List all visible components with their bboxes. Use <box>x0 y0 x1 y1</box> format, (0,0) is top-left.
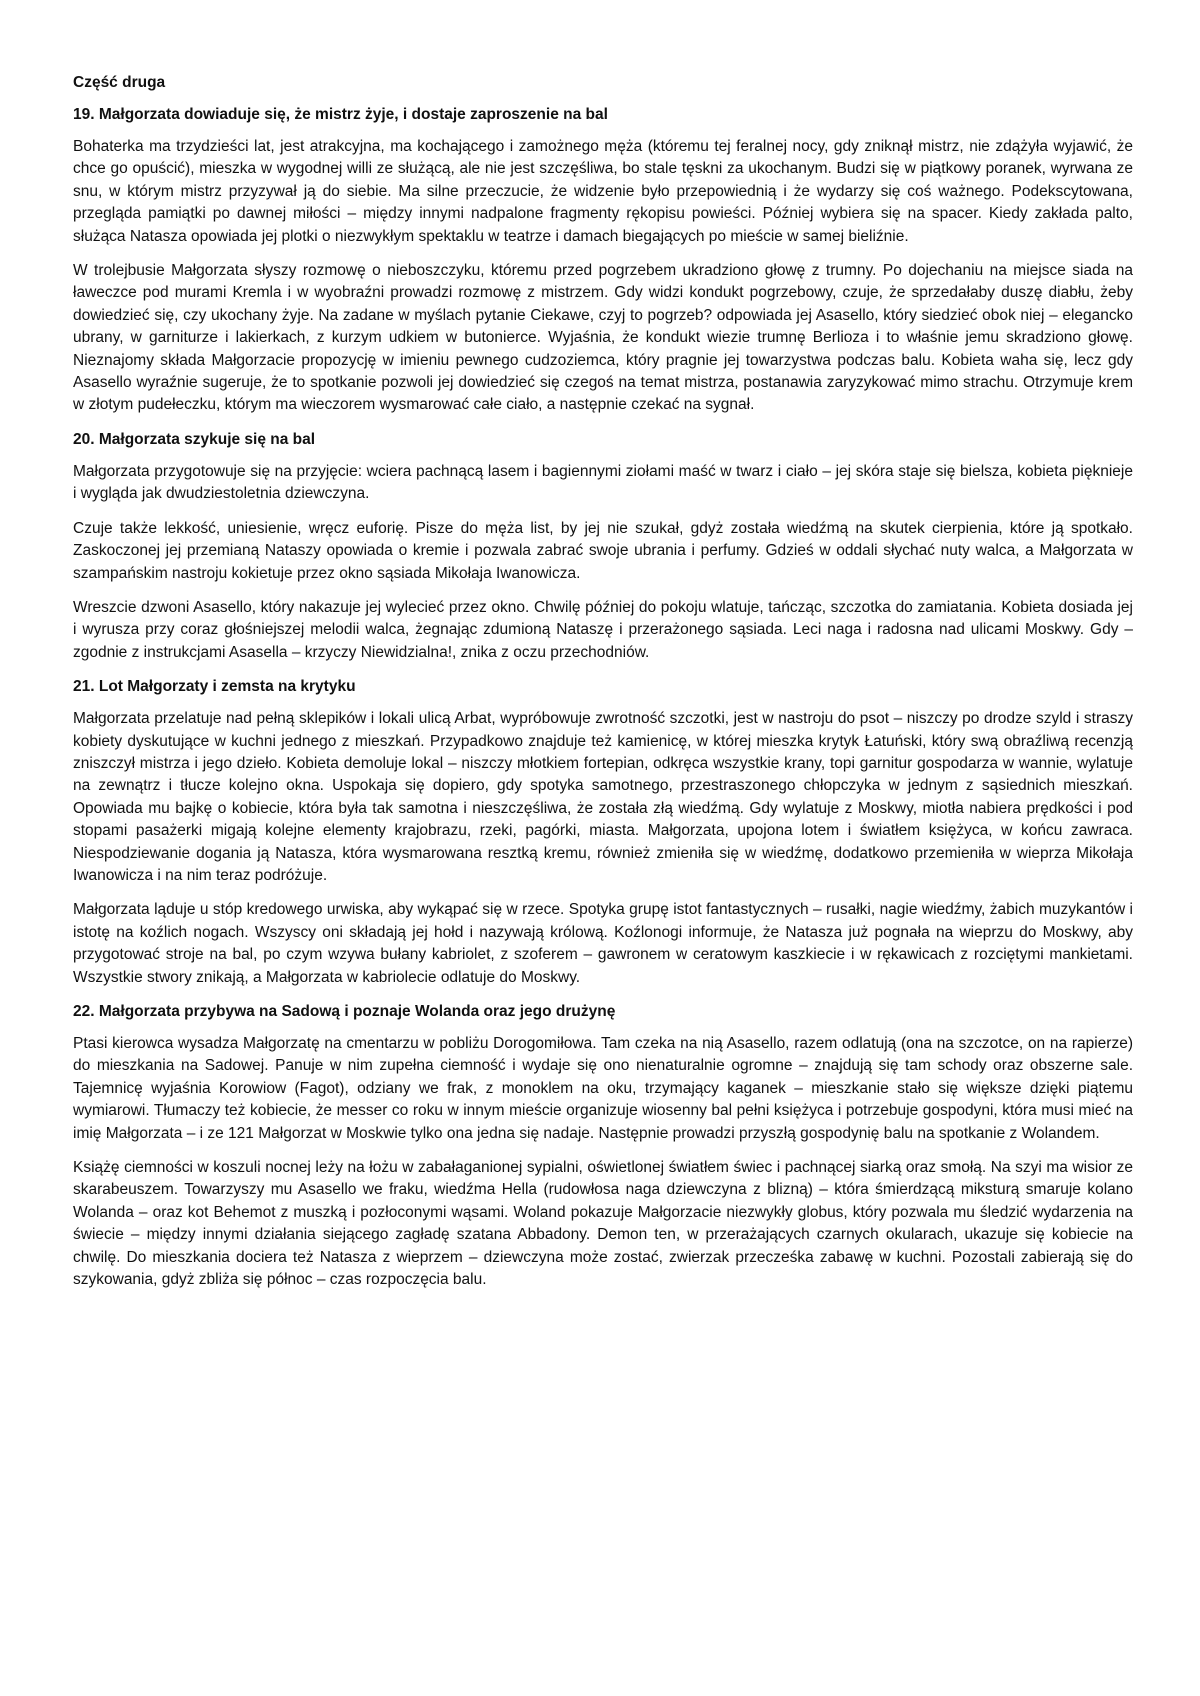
paragraph: Małgorzata przygotowuje się na przyjęcie: wciera pachnącą lasem i bagiennymi ziołami maść w twarz i ciało – jej skóra staje się bielsza, kobieta pięknieje i wygląda jak dwudziestoletnia dziewczyna. <box>73 462 1133 503</box>
chapter-22 <box>73 1001 1133 1291</box>
paragraph: Wreszcie dzwoni Asasello, który nakazuje jej wylecieć przez okno. Chwilę później do pokoju wlatuje, tańcząc, szczotka do zamiatania. Kobieta dosiada jej i wyrusza przy coraz głośniejszej melodii walca, żegnając zdumioną Nataszę i przerażonego sąsiada. Leci naga i radosna nad ulicami Moskwy. Gdy – zgodnie z instrukcjami Asasella – krzyczy Niewidzialna!, znika z oczu przechodniów. <box>73 598 1133 661</box>
part-title: Część druga <box>73 74 166 91</box>
chapter-20 <box>73 429 1133 664</box>
paragraph: Książę ciemności w koszuli nocnej leży na łożu w zabałaganionej sypialni, oświetlonej światłem świec i pachnącej siarką oraz smołą. Na szyi ma wisior ze skarabeuszem. Towarzyszy mu Asasello we fraku, wiedźma Hella (rudowłosa naga dziewczyna z blizną) – która śmierdzącą miksturą smaruje kolano Wolanda – oraz kot Behemot z muszką i pozłoconymi wąsami. Woland pokazuje Małgorzacie niezwykły globus, który pozwala mu śledzić wydarzenia na świecie – między innymi działania siejącego zagładę szatana Abbadony. Demon ten, w przerażających czarnych okularach, ukazuje się kobiecie na chwilę. Do mieszkania dociera też Natasza z wieprzem – dziewczyna może zostać, zwierzak przecześka zabawę w kuchni. Pozostali zabierają się do szykowania, gdyż zbliża się północ – czas rozpoczęcia balu. <box>73 1159 1133 1289</box>
paragraph: W trolejbusie Małgorzata słyszy rozmowę o nieboszczyku, któremu przed pogrzebem ukradziono głowę z trumny. Po dojechaniu na miejsce siada na ławeczce pod murami Kremla i w wyobraźni prowadzi rozmowę z mistrzem. Gdy widzi kondukt pogrzebowy, czuje, że sprzedałaby duszę diabłu, żeby dowiedzieć się, czy ukochany żyje. Na zadane w myślach pytanie Ciekawe, czyj to pogrzeb? odpowiada jej Asasello, który siedzieć obok niej – elegancko ubrany, w garniturze i lakierkach, z kurzym udkiem w butonierce. Wyjaśnia, że kondukt wiezie trumnę Berlioza i to właśnie jemu skradziono głowę. Nieznajomy składa Małgorzacie propozycję w imieniu pewnego cudzoziemca, który pragnie jej towarzystwa podczas balu. Kobieta waha się, lecz gdy Asasello wyraźnie sugeruje, że to spotkanie pozwoli jej dowiedzieć się czegoś na temat mistrza, postanawia zaryzykować mimo strachu. Otrzymuje krem w złotym pudełeczku, którym ma wieczorem wysmarować całe ciało, a następnie czekać na sygnał. <box>73 262 1133 414</box>
chapter-title: 22. Małgorzata przybywa na Sadową i poznaje Wolanda oraz jego drużynę <box>73 1003 616 1020</box>
paragraph: Czuje także lekkość, uniesienie, wręcz euforię. Pisze do męża list, by jej nie szukał, gdyż została wiedźmą na skutek cierpienia, które ją spotkało. Zaskoczonej jej przemianą Nataszy opowiada o kremie i pozwala zabrać swoje ubrania i perfumy. Gdzieś w oddali słychać nuty walca, a Małgorzata w szampańskim nastroju kokietuje przez okno sąsiada Mikołaja Iwanowicza. <box>73 519 1133 582</box>
paragraph: Małgorzata ląduje u stóp kredowego urwiska, aby wykąpać się w rzece. Spotyka grupę istot fantastycznych – rusałki, nagie wiedźmy, żabich muzykantów i istotę na koźlich nogach. Wszyscy oni składają jej hołd i nazywają królową. Koźlonogi informuje, że Natasza już pognała na wieprzu do Moskwy, aby przygotować stroje na bal, po czym wzywa bułany kabriolet, z szoferem – gawronem w ceratowym kaszkiecie i w rękawicach z rozciętymi mankietami. Wszystkie stwory znikają, a Małgorzata w kabriolecie odlatuje do Moskwy. <box>73 901 1133 986</box>
paragraph: Ptasi kierowca wysadza Małgorzatę na cmentarzu w pobliżu Dorogomiłowa. Tam czeka na nią Asasello, razem odlatują (ona na szczotce, on na rapierze) do mieszkania na Sadowej. Panuje w nim zupełna ciemność i wydaje się ono nienaturalnie ogromne – znajdują się tam schody oraz obszerne sale. Tajemnicę wyjaśnia Korowiow (Fagot), odziany we frak, z monoklem na oku, trzymający kaganek – mieszkanie stało się większe dzięki piątemu wymiarowi. Tłumaczy też kobiecie, że messer co roku w innym mieście organizuje wiosenny bal pełni księżyca i potrzebuje gospodyni, która musi mieć na imię Małgorzata – i ze 121 Małgorzat w Moskwie tylko ona jedna się nadaje. Następnie prowadzi przyszłą gospodynię balu na spotkanie z Wolandem. <box>73 1035 1133 1142</box>
chapter-title: 20. Małgorzata szykuje się na bal <box>73 430 316 448</box>
paragraph: Bohaterka ma trzydzieści lat, jest atrakcyjna, ma kochającego i zamożnego męża (któremu tej feralnej nocy, gdy zniknął mistrz, nie zdążyła wyjawić, że chce go opuścić), mieszka w wygodnej willi ze służącą, ale nie jest szczęśliwa, bo stale tęskni za ukochanym. Budzi się w piątkowy poranek, wyrwana ze snu, w którym mistrz przyzywał ją do siebie. Ma silne przeczucie, że widzenie było przepowiednią i że wydarzy się coś ważnego. Podekscytowana, przegląda pamiątki po dawnej miłości – między innymi nadpalone fragmenty rękopisu powieści. Później wybiera się na spacer. Kiedy zakłada palto, służąca Natasza opowiada jej plotki o niezwykłym spektaklu w teatrze i damach biegających po mieście w samej bieliźnie. <box>73 138 1133 245</box>
chapter-21 <box>73 676 1133 989</box>
chapter-title: 21. Lot Małgorzaty i zemsta na krytyku <box>73 678 356 696</box>
paragraph: Małgorzata przelatuje nad pełną sklepików i lokali ulicą Arbat, wypróbowuje zwrotność szczotki, jest w nastroju do psot – niszczy po drodze szyld i straszy kobiety dyskutujące w kuchni jednego z mieszkań. Przypadkowo znajduje też kamienicę, w której mieszka krytyk Łatuński, który swą obraźliwą recenzją zniszczył mistrza i jego dzieło. Kobieta demoluje lokal – niszczy młotkiem fortepian, odkręca wszystkie krany, topi garnitur gospodarza w wannie, wylatuje na zewnątrz i tłucze kolejno okna. Uspokaja się dopiero, gdy spotyka samotnego, przestraszonego chłopczyka w jednym z sąsiednich mieszkań. Opowiada mu bajkę o kobiecie, która była tak samotna i nieszczęśliwa, że została złą wiedźmą. Gdy wylatuje z Moskwy, miotła nabiera prędkości i pod stopami pasażerki migają kolejne elementy krajobrazu, rzeki, pagórki, miasta. Małgorzata, upojona lotem i światłem księżyca, w końcu zawraca. Niespodziewanie dogania ją Natasza, która wysmarowana resztką kremu, również zmieniła się w wiedźmę, dodatkowo przemieniła w wieprza Mikołaja Iwanowicza i na nim teraz podróżuje. <box>73 710 1133 884</box>
chapter-title: 19. Małgorzata dowiaduje się, że mistrz żyje, i dostaje zaproszenie na bal <box>73 106 608 123</box>
chapter-19 <box>73 104 1133 417</box>
document-page <box>73 72 1133 1303</box>
